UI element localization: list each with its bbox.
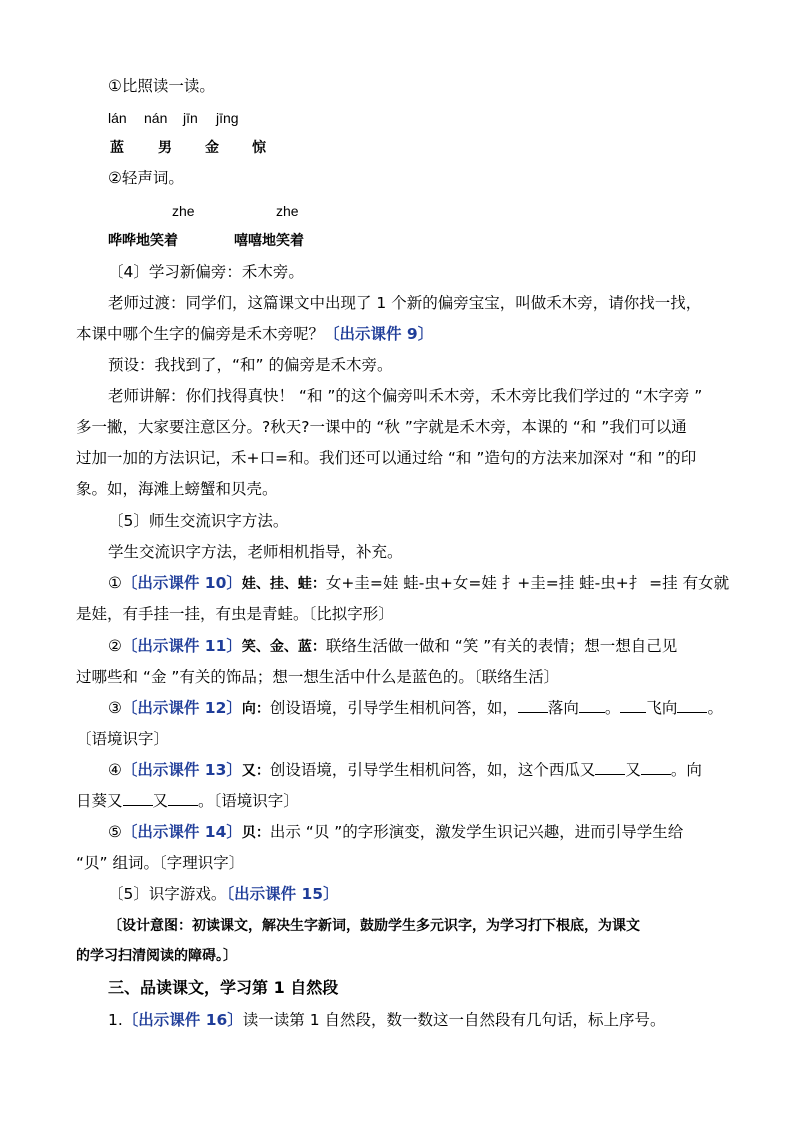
fill-blank <box>620 698 646 713</box>
pinyin: zhe <box>172 203 195 219</box>
fill-blank <box>595 760 625 775</box>
courseware-tag: 〔出示课件 10〕 <box>121 574 242 592</box>
pinyin: jīng <box>216 110 239 126</box>
hanzi: 男 <box>158 140 172 156</box>
method-item: ③〔出示课件 12〕向：创设语境，引导学生相机问答，如， 落向 。 飞向 。 <box>108 699 723 717</box>
fill-blank <box>518 698 548 713</box>
courseware-tag: 〔出示课件 12〕 <box>121 699 242 717</box>
fill-blank <box>579 698 605 713</box>
paragraph: 过加一加的方法识记，禾+口=和。我们还可以通过给 “和 ”造句的方法来加深对 “和 ”的印 <box>76 449 697 467</box>
hanzi: 蓝 <box>110 140 124 156</box>
task-item: 1.〔出示课件 16〕读一读第 1 自然段，数一数这一自然段有几句话，标上序号。 <box>108 1011 666 1029</box>
item-compare-read: ①比照读一读。 <box>108 77 215 95</box>
paragraph: 过哪些和 “金 ”有关的饰品；想一想生活中什么是蓝色的。〔联络生活〕 <box>76 668 560 686</box>
courseware-tag: 〔出示课件 13〕 <box>121 761 242 779</box>
target-chars: 娃、挂、蛙： <box>241 576 326 592</box>
courseware-tag: 〔出示课件 15〕 <box>226 885 339 903</box>
fill-blank <box>123 791 153 806</box>
target-chars: 笑、金、蓝： <box>241 639 326 655</box>
phrase: 哗哗地笑着 <box>108 233 178 249</box>
design-intent: 〔设计意图：初读课文，解决生字新词，鼓励学生多元识字，为学习打下根底，为课文 <box>108 918 640 934</box>
pinyin: lán <box>108 110 127 126</box>
paragraph: 〔语境识字〕 <box>76 730 170 748</box>
pinyin: jīn <box>183 110 198 126</box>
design-intent-label: 〔设计意图： <box>108 918 192 934</box>
design-intent: 的学习扫清阅读的障碍。〕 <box>76 948 237 964</box>
target-chars: 向： <box>241 701 270 717</box>
method-item: ⑤〔出示课件 14〕贝：出示 “贝 ”的字形演变，激发学生识记兴趣，进而引导学生给 <box>108 823 684 841</box>
fill-blank <box>677 698 707 713</box>
paragraph: 预设：我找到了，“和” 的偏旁是禾木旁。 <box>108 356 393 374</box>
hanzi: 惊 <box>252 140 266 156</box>
paragraph: 是娃，有手挂一挂，有虫是青蛙。〔比拟字形〕 <box>76 605 394 623</box>
subsection-game: 〔5〕识字游戏。〔出示课件 15〕 <box>108 885 339 903</box>
target-chars: 贝： <box>241 825 270 841</box>
section-heading: 三、品读课文，学习第 1 自然段 <box>108 978 339 997</box>
paragraph: 日葵又 又 。〔语境识字〕 <box>76 792 299 810</box>
paragraph: 本课中哪个生字的偏旁是禾木旁呢？〔出示课件 9〕 <box>76 325 434 343</box>
subsection-radical: 〔4〕学习新偏旁：禾木旁。 <box>108 263 304 281</box>
paragraph: 老师讲解：你们找得真快！ “和 ”的这个偏旁叫禾木旁，禾木旁比我们学过的 “木字旁 ” <box>108 387 703 405</box>
fill-blank <box>641 760 671 775</box>
method-item: ④〔出示课件 13〕又：创设语境，引导学生相机问答，如，这个西瓜又 又 。向 <box>108 761 702 779</box>
pinyin: zhe <box>276 203 299 219</box>
method-item: ②〔出示课件 11〕笑、金、蓝：联络生活做一做和 “笑 ”有关的表情；想一想自己见 <box>108 637 678 655</box>
item-neutral-tone: ②轻声词。 <box>108 169 184 187</box>
hanzi: 金 <box>205 140 219 156</box>
paragraph: “贝” 组词。〔字理识字〕 <box>76 854 245 872</box>
paragraph: 老师过渡：同学们，这篇课文中出现了 1 个新的偏旁宝宝，叫做禾木旁，请你找一找， <box>108 294 702 312</box>
fill-blank <box>168 791 198 806</box>
phrase: 嘻嘻地笑着 <box>234 233 304 249</box>
courseware-tag: 〔出示课件 14〕 <box>121 823 242 841</box>
method-item: ①〔出示课件 10〕娃、挂、蛙：女+圭=娃 蛙-虫+女=娃 扌+圭=挂 蛙-虫+扌 =挂 有女就 <box>108 574 730 592</box>
paragraph: 多一撇，大家要注意区分。?秋天?一课中的 “秋 ”字就是禾木旁，本课的 “和 ”我们可以通 <box>76 418 687 436</box>
courseware-tag: 〔出示课件 16〕 <box>122 1011 243 1029</box>
paragraph: 学生交流识字方法，老师相机指导，补充。 <box>108 543 403 561</box>
courseware-tag: 〔出示课件 9〕 <box>324 325 434 343</box>
pinyin: nán <box>144 110 168 126</box>
paragraph: 象。如，海滩上螃蟹和贝壳。 <box>76 480 278 498</box>
target-chars: 又： <box>241 763 270 779</box>
subsection-methods: 〔5〕师生交流识字方法。 <box>108 512 289 530</box>
courseware-tag: 〔出示课件 11〕 <box>121 637 242 655</box>
